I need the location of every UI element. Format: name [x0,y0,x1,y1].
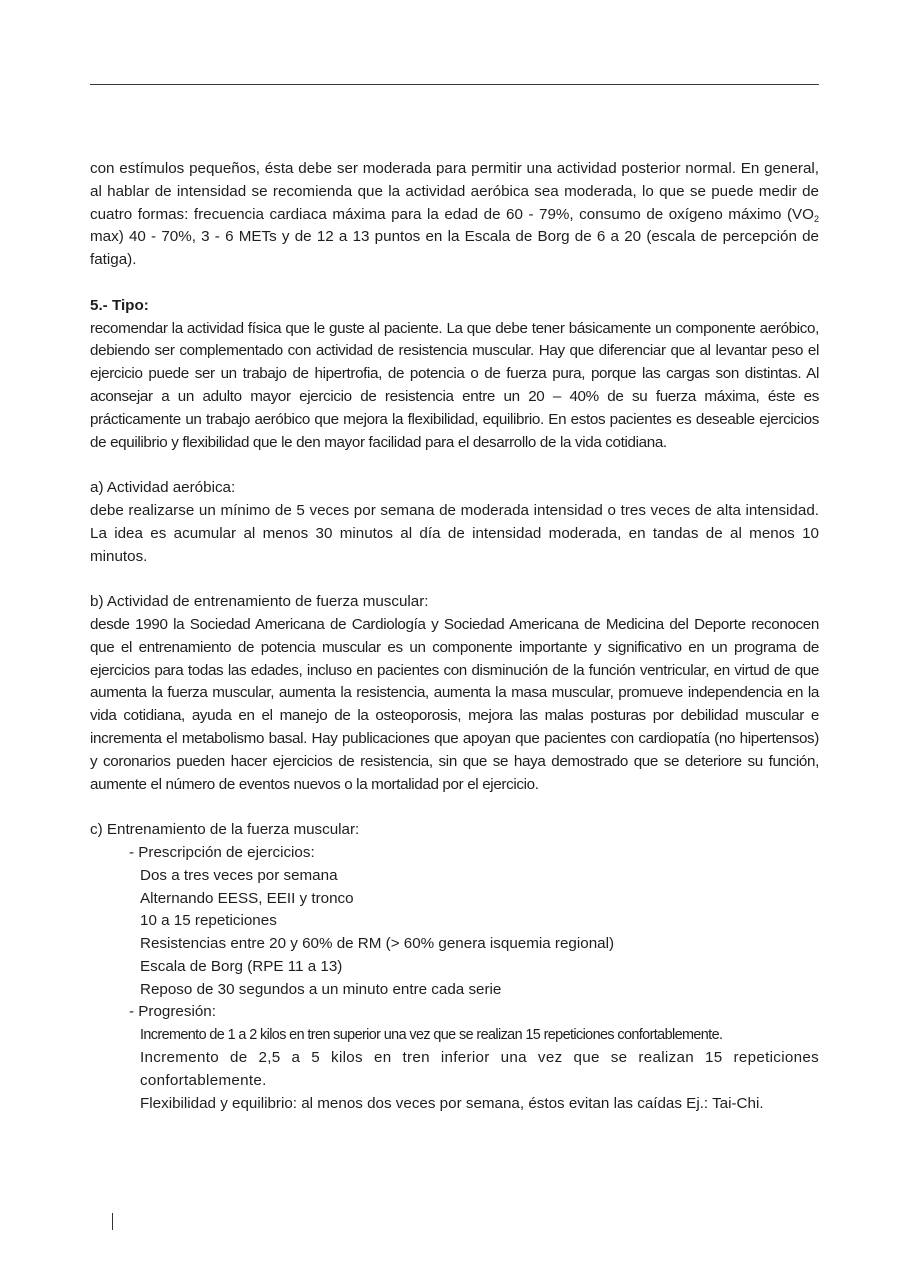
intensity-text: con estímulos pequeños, ésta debe ser moderada para permitir una actividad posterior normal. En general, al hablar de intensidad se recomienda que la actividad aeróbica sea moderada, lo que se puede medir de cuatro formas: frecuencia cardiaca máxima para la edad de 60 - 79%, consumo de oxígeno máximo (VO [90,160,819,223]
vo2-subscript: 2 [813,213,819,224]
progression-list [90,1024,819,1115]
prescription-label: - Prescripción de ejercicios: [129,843,315,861]
list-item: 10 a 15 repeticiones [140,912,277,930]
list-item: Incremento de 2,5 a 5 kilos en tren inferior una vez que se realizan 15 repeticiones confortablemente. [140,1049,819,1089]
list-item: Incremento de 1 a 2 kilos en tren superior una vez que se realizan 15 repeticiones confortablemente. [140,1027,723,1044]
list-item: Alternando EESS, EEII y tronco [140,889,354,907]
strength-paragraph: desde 1990 la Sociedad Americana de Cardiología y Sociedad Americana de Medicina del Deporte reconocen que el entrenamiento de potencia muscular es un componente importante y significativo en un programa de ejercicios para todas las edades, incluso en pacientes con disminución de la función ventricular, en virtud de que aumenta la fuerza muscular, aumenta la resistencia, aumenta la masa muscular, promueve independencia en la vida cotidiana, ayuda en el manejo de la osteoporosis, mejora las malas posturas por debilidad muscular e incrementa el metabolismo basal. Hay publicaciones que apoyan que pacientes con cardiopatía (no hipertensos) y coronarios pueden hacer ejercicios de resistencia, sin que se haya demostrado que se deteriore su función, aumente el número de eventos nuevos o la mortalidad por el ejercicio. [90,615,819,793]
training-heading: c) Entrenamiento de la fuerza muscular: [90,821,360,839]
list-item: Reposo de 30 segundos a un minuto entre cada serie [140,980,502,998]
progression-label: - Progresión: [129,1003,216,1021]
strength-heading: b) Actividad de entrenamiento de fuerza muscular: [90,593,429,611]
list-item: Flexibilidad y equilibrio: al menos dos veces por semana, éstos evitan las caídas Ej.: Tai-Chi. [140,1094,764,1112]
aerobic-paragraph: debe realizarse un mínimo de 5 veces por semana de moderada intensidad o tres veces de alta intensidad. La idea es acumular al menos 30 minutos al día de intensidad moderada, en tandas de al menos 10 minutos. [90,501,819,565]
page-margin-mark [112,1213,113,1230]
tipo-paragraph: recomendar la actividad física que le guste al paciente. La que debe tener básicamente un componente aeróbico, debiendo ser complementado con actividad de resistencia muscular. Hay que diferenciar que al levantar peso el ejercicio puede ser un trabajo de hipertrofia, de potencia o de fuerza pura, porque las cargas son distintas. Al aconsejar a un adulto mayor ejercicio de resistencia entre un 20 – 40% de su fuerza máxima, éste es prácticamente un trabajo aeróbico que mejora la flexibilidad, equilibrio. En estos pacientes es deseable ejercicios de equilibrio y flexibilidad que le den mayor facilidad para el desarrollo de la vida cotidiana. [90,319,819,451]
aerobic-heading: a) Actividad aeróbica: [90,479,236,497]
list-item: Dos a tres veces por semana [140,866,338,884]
list-item: Escala de Borg (RPE 11 a 13) [140,957,343,975]
section-heading-tipo: 5.- Tipo: [90,296,149,314]
header-rule [90,84,819,85]
intensity-text-cont: max) 40 - 70%, 3 - 6 METs y de 12 a 13 puntos en la Escala de Borg de 6 a 20 (escala de percepción de fatiga). [90,228,819,269]
intensity-paragraph [90,158,819,272]
prescription-list [90,865,819,1002]
page-body [90,158,819,1115]
list-item: Resistencias entre 20 y 60% de RM (> 60% genera isquemia regional) [140,935,615,953]
